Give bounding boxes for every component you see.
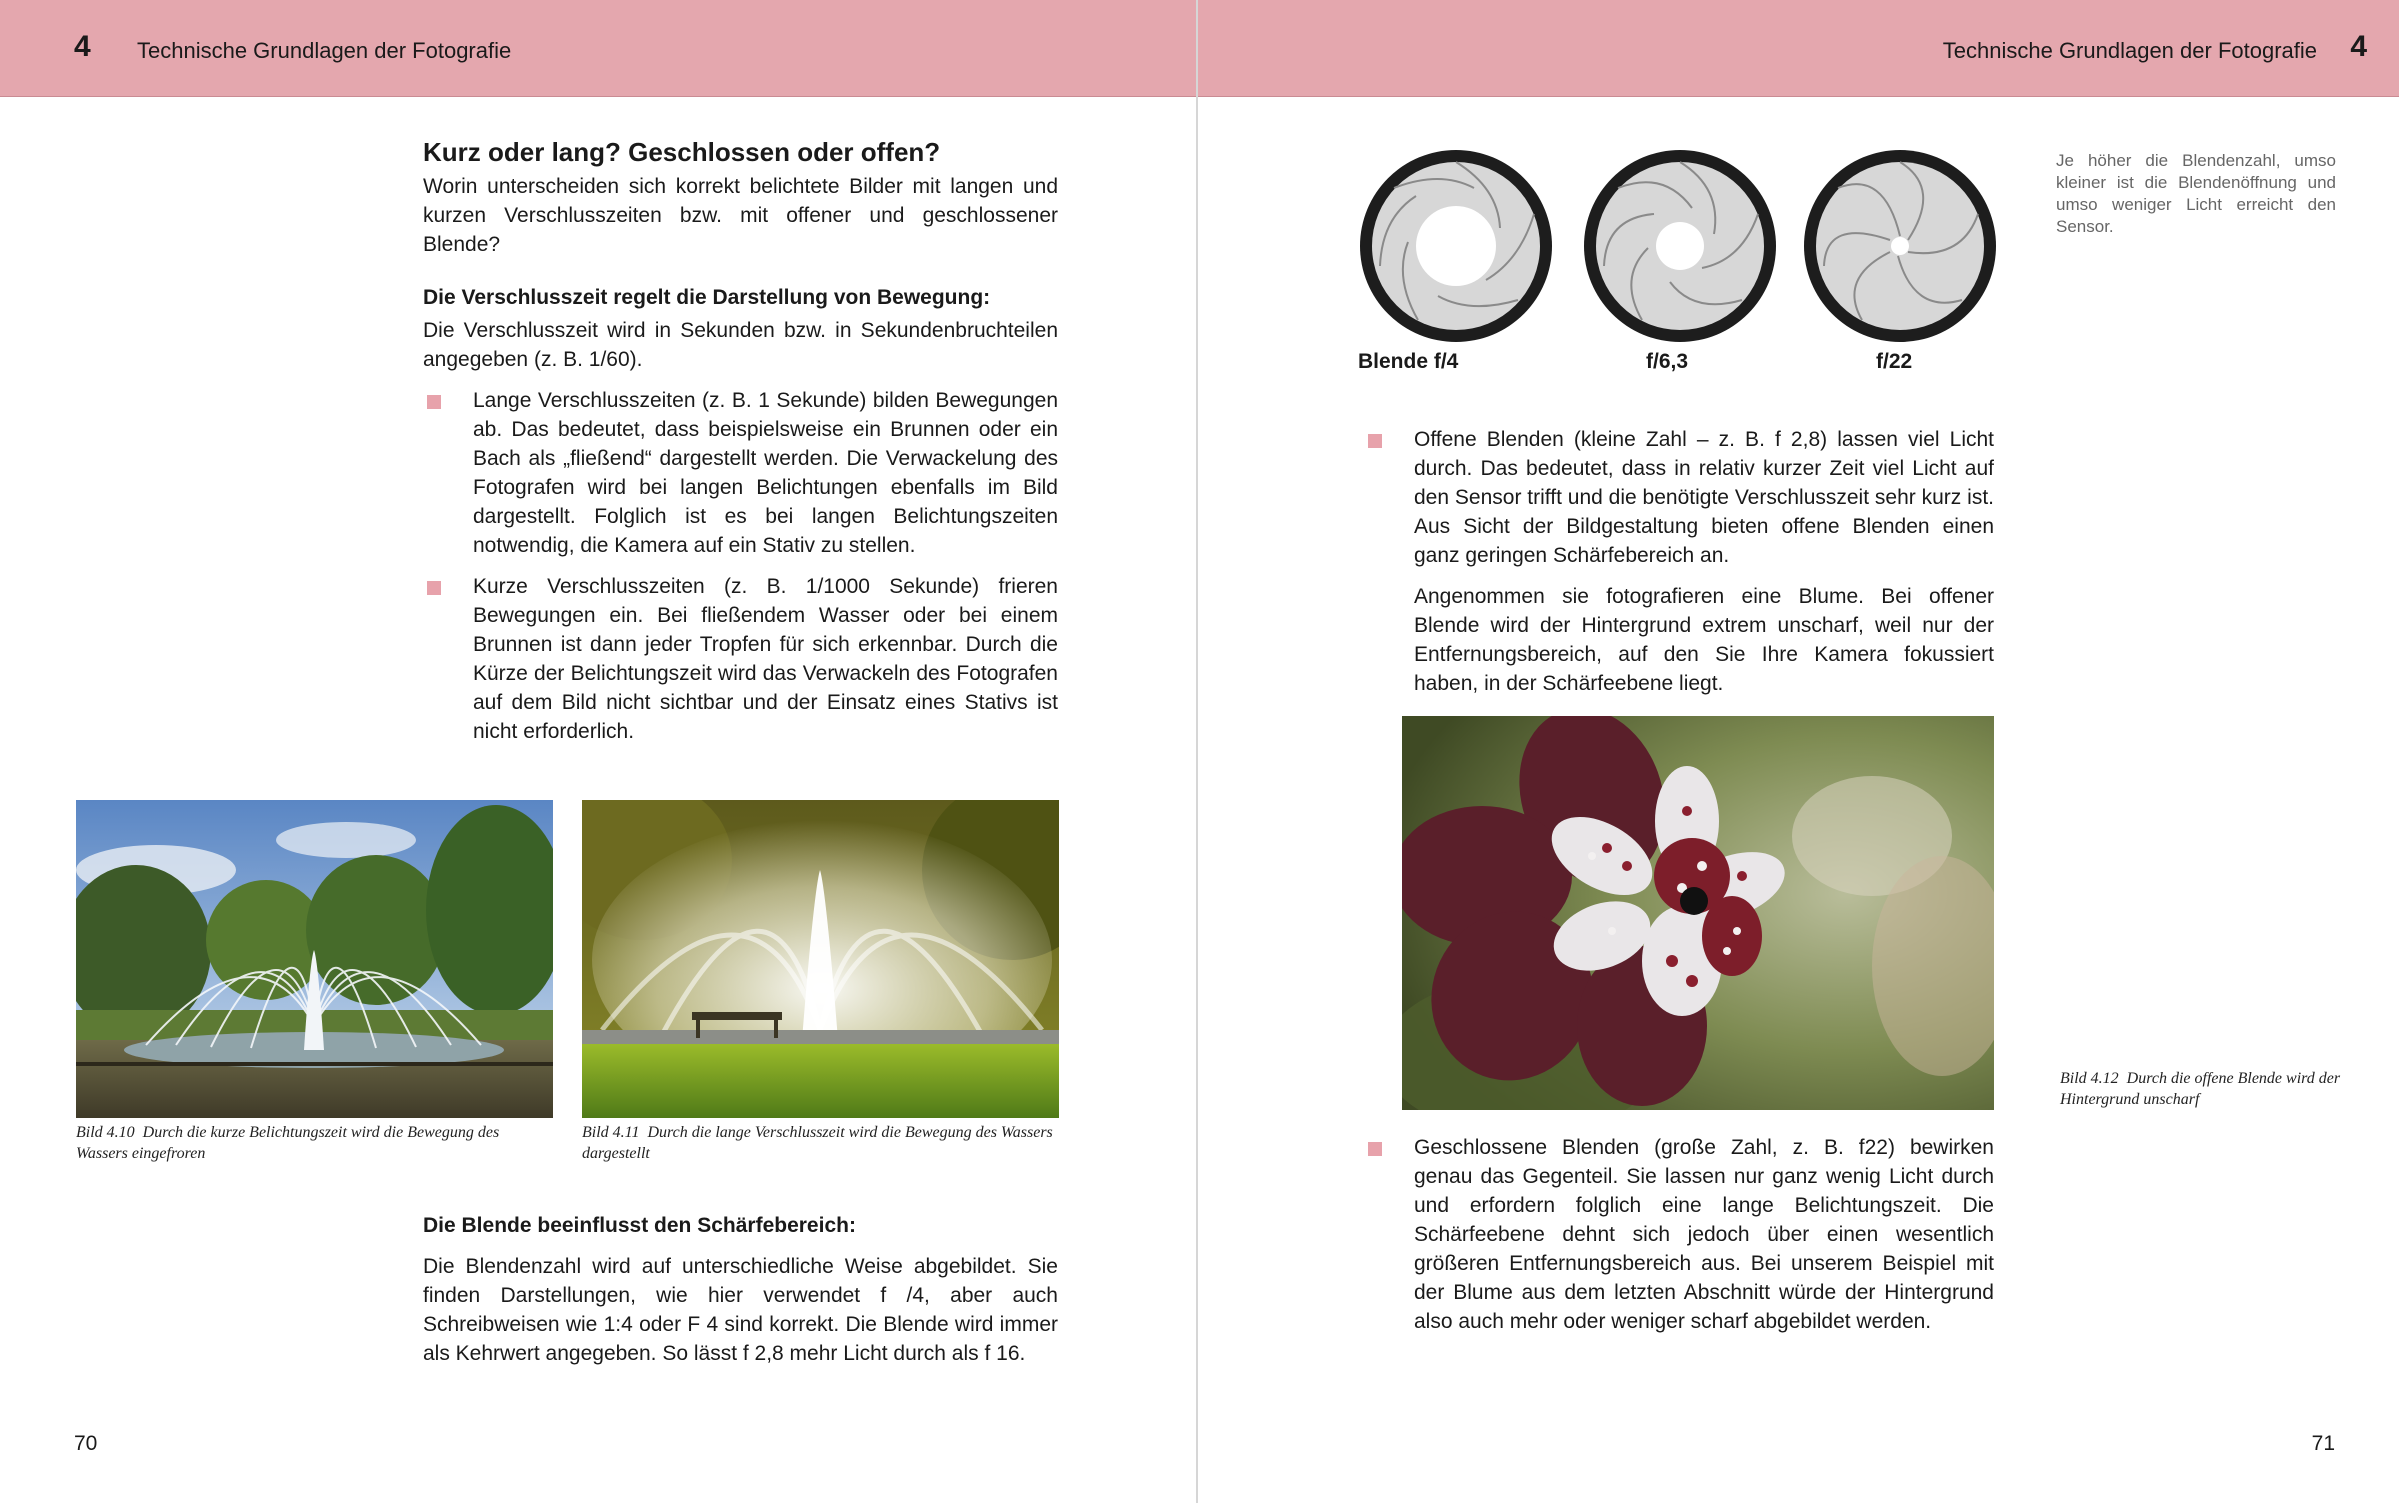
list-item: [423, 572, 1058, 746]
chapter-number: 4: [74, 30, 91, 63]
fountain-photo-long-exposure: [582, 800, 1059, 1118]
aperture-label-f22: f/22: [1876, 350, 1913, 373]
chapter-title: Technische Grundlagen der Fotografie: [1942, 38, 2317, 63]
left-page-header: [0, 0, 1196, 97]
section-title: Kurz oder lang? Geschlossen oder offen?: [423, 137, 941, 167]
aperture-f6-3-icon: [1582, 148, 1778, 344]
aperture-f4-icon: [1358, 148, 1554, 344]
closed-aperture-list: [1364, 1133, 1994, 1336]
aperture-heading: Die Blende beeinflusst den Schärfebereich:: [423, 1214, 856, 1237]
figure-caption-4-10: [76, 1122, 553, 1164]
bullet-square-icon: [427, 581, 441, 595]
list-item: [423, 386, 1058, 560]
aperture-label-f6-3: f/6,3: [1646, 350, 1689, 373]
intro-paragraph: Worin unterscheiden sich korrekt belichtete Bilder mit langen und kurzen Verschlusszeiten bzw. mit offener und geschlossener Blende?: [423, 175, 1058, 256]
figure-caption-4-12: [2060, 1068, 2350, 1110]
bullet-square-icon: [427, 395, 441, 409]
figure-caption-4-11: [582, 1122, 1059, 1164]
shutter-paragraph: Die Verschlusszeit wird in Sekunden bzw. in Sekundenbruchteilen angegeben (z. B. 1/60).: [423, 319, 1058, 371]
bullet-text: Geschlossene Blenden (große Zahl, z. B. f22) bewirken genau das Gegenteil. Sie lassen nur ganz wenig Licht durch und erfordern folglich eine lange Belichtungszeit. Die Schärfeebene dehnt sich jedoch über einen wesentlich größeren Entfernungsbereich aus. Bei unserem Beispiel mit der Blume aus dem letzten Abschnitt würde der Hintergrund also auch mehr oder weniger scharf abgebildet werden.: [1414, 1136, 1994, 1333]
caption-text: Durch die kurze Belichtungszeit wird die Bewegung des Wassers eingefroren: [76, 1124, 500, 1162]
side-note-aperture: Je höher die Blendenzahl, umso kleiner ist die Blendenöffnung und umso weniger Licht erreicht den Sensor.: [2056, 151, 2336, 236]
open-aperture-text: [1364, 425, 1994, 710]
bullet-square-icon: [1368, 434, 1382, 448]
page-number-left: 70: [74, 1432, 98, 1455]
bullet-text: Lange Verschlusszeiten (z. B. 1 Sekunde) bilden Bewegungen ab. Das bedeutet, dass beispielsweise ein Brunnen oder ein Bach als „fließend“ dargestellt werden. Die Verwackelung des Fotografen wird bei langen Belichtungen ebenfalls im Bild dargestellt. Folglich ist es bei langen Belichtungszeiten notwendig, die Kamera auf ein Stativ zu stellen.: [473, 389, 1058, 557]
left-text-column: [423, 136, 1058, 758]
shutter-bullet-list: [423, 386, 1058, 746]
flower-photo: [1402, 716, 1994, 1110]
caption-text: Durch die lange Verschlusszeit wird die Bewegung des Wassers dargestellt: [582, 1124, 1053, 1162]
shutter-heading: Die Verschlusszeit regelt die Darstellung von Bewegung:: [423, 286, 991, 309]
chapter-title: Technische Grundlagen der Fotografie: [137, 38, 512, 63]
figure-number: Bild 4.12: [2060, 1070, 2119, 1087]
list-item: [1364, 1133, 1994, 1336]
caption-text: Durch die offene Blende wird der Hintergrund unscharf: [2060, 1070, 2341, 1108]
figure-number: Bild 4.10: [76, 1124, 135, 1141]
bullet-text: Kurze Verschlusszeiten (z. B. 1/1000 Sekunde) frieren Bewegungen ein. Bei fließendem Wasser oder bei einem Brunnen ist dann jeder Tropfen für sich erkennbar. Durch die Kürze der Belichtungszeit wird das Verwackeln des Fotografen auf dem Bild nicht sichtbar und der Einsatz eines Stativs ist nicht erforderlich.: [473, 575, 1058, 743]
fountain-photo-short-exposure: [76, 800, 553, 1118]
left-page: [0, 0, 1198, 1503]
right-page: [1198, 0, 2399, 1503]
flower-paragraph: Angenommen sie fotografieren eine Blume. Bei offener Blende wird der Hintergrund extrem unscharf, weil nur der Entfernungsbereich, auf den Sie Ihre Kamera fokussiert haben, in der Schärfeebene liegt.: [1414, 585, 1994, 695]
open-aperture-list: [1364, 425, 1994, 570]
bullet-text: Offene Blenden (kleine Zahl – z. B. f 2,8) lassen viel Licht durch. Das bedeutet, dass in relativ kurzer Zeit viel Licht auf den Sensor trifft und die benötigte Verschlusszeit sehr kurz ist. Aus Sicht der Bildgestaltung bieten offene Blenden einen ganz geringen Schärfebereich an.: [1414, 428, 1994, 567]
list-item: [1364, 425, 1994, 570]
page-number-right: 71: [2311, 1432, 2335, 1455]
aperture-f22-icon: [1802, 148, 1998, 344]
aperture-paragraph: Die Blendenzahl wird auf unterschiedliche Weise abgebildet. Sie finden Darstellungen, wie hier verwendet f /4, aber auch Schreibweisen wie 1:4 oder F 4 sind korrekt. Die Blende wird immer als Kehrwert angegeben. So lässt f 2,8 mehr Licht durch als f 16.: [423, 1255, 1058, 1365]
chapter-number: 4: [2350, 30, 2367, 63]
right-page-header: [1198, 0, 2399, 97]
figure-number: Bild 4.11: [582, 1124, 640, 1141]
closed-aperture-text: [1364, 1133, 1994, 1348]
aperture-label-f4: Blende f/4: [1358, 350, 1459, 373]
bullet-square-icon: [1368, 1142, 1382, 1156]
aperture-section: [423, 1211, 1058, 1380]
